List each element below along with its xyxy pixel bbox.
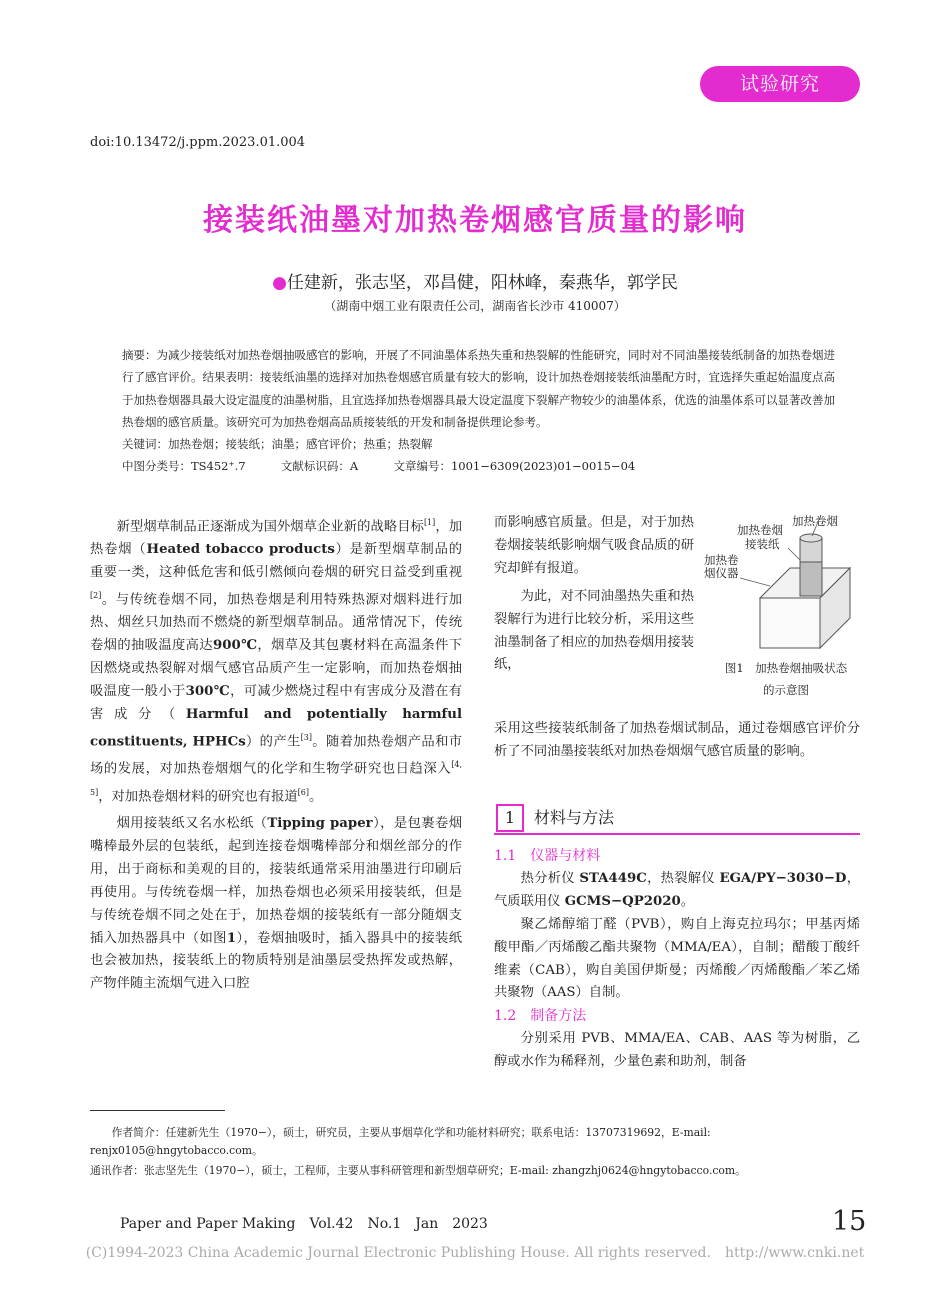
abstract-text: 摘要：为减少接装纸对加热卷烟抽吸感官的影响，开展了不同油墨体系热失重和热裂解的性能研究，同时对不同油墨接装纸制备的加热卷烟进行了感官评价。结果表明：接装纸油墨的选择对加热卷烟感官质量有较大的影响，设计加热卷烟接装纸油墨配方时，宜选择失重起始温度点高于加热卷烟器具最大设定温度的油墨树脂，且宜选择加热卷烟器具最大设定温度下裂解产物较少的油墨体系，优选的油墨体系可以显著改善加热卷烟的感官质量。该研究可为加热卷烟高品质接装纸的开发和制备提供理论参考。 <box>122 348 835 429</box>
label-tipping-paper-line2: 接装纸 <box>745 537 780 551</box>
copyright-watermark: (C)1994-2023 China Academic Journal Electronic Publishing House. All rights reserved. http://www.cnki.net <box>85 1245 865 1261</box>
section-heading-1 <box>494 803 860 835</box>
citation-1[interactable]: [1] <box>423 518 436 527</box>
authors <box>0 268 950 293</box>
document-code: 文献标识码：A <box>280 459 359 474</box>
journal-info: Paper and Paper Making Vol.42 No.1 Jan 2023 <box>120 1216 488 1232</box>
citation-4-5[interactable]: [4, 5] <box>90 760 462 797</box>
abstract-block <box>122 344 840 478</box>
section-number: 1 <box>496 804 524 832</box>
paper-title: 接装纸油墨对加热卷烟感官质量的影响 <box>203 203 747 238</box>
citation-2[interactable]: [2] <box>90 591 102 601</box>
clc-number: 中图分类号：TS452⁺.7 <box>122 459 246 474</box>
section-badge: 试验研究 <box>700 66 860 102</box>
page-number: 15 <box>832 1206 867 1237</box>
preparation-paragraph: 分别采用 PVB、MMA/EA、CAB、AAS 等为树脂，乙醇或水作为稀释剂，少量色素和助剂，制备 <box>494 1031 860 1070</box>
intro-paragraph-4b: 采用这些接装纸制备了加热卷烟试制品，通过卷烟感官评价分析了不同油墨接装纸对加热卷烟烟气感官质量的影响。 <box>494 721 860 759</box>
methods-block <box>494 845 860 1074</box>
figure-reference[interactable]: 1 <box>226 930 237 946</box>
label-heated-cigarette: 加热卷烟 <box>792 514 838 528</box>
classification-line <box>122 455 840 477</box>
subsection-1-2: 1.2 制备方法 <box>494 1008 587 1025</box>
intro-paragraph-2: 烟用接装纸又名水松纸（Tipping paper），是包裹卷烟嘴棒最外层的包装纸，起到连接卷烟嘴棒部分和烟丝部分的作用，出于商标和美观的目的，接装纸通常采用油墨进行印刷后再使用。与传统卷烟一样，加热卷烟也必须采用接装纸，但是与传统卷烟不同之处在于，加热卷烟的接装纸有一部分随烟支插入加热器具中（如图1），卷烟抽吸时，插入器具中的接装纸也会被加热，接装纸上的物质特别是油墨层受热挥发或热解，产物伴随主流烟气进入口腔 <box>90 815 462 992</box>
section-title: 材料与方法 <box>534 808 615 827</box>
footnote-divider <box>90 1110 225 1111</box>
left-column <box>90 512 462 996</box>
corresponding-author-footnote: 通讯作者：张志坚先生（1970−），硕士，工程师，主要从事科研管理和新型烟草研究；E-mail: zhangzhj0624@hngytobacco.com。 <box>90 1164 746 1177</box>
citation-3[interactable]: [3] <box>300 733 312 742</box>
figure-1-caption: 图1 加热卷烟抽吸状态 的示意图 <box>724 661 848 697</box>
heated-tobacco-diagram <box>700 508 870 658</box>
citation-6[interactable]: [6] <box>297 787 310 797</box>
right-column-body <box>494 718 860 764</box>
author-footnote: 作者简介：任建新先生（1970−），硕士，研究员，主要从事烟草化学和功能材料研究；联系电话：13707319692，E-mail: renjx0105@hngytobacco.com。 <box>90 1126 711 1157</box>
affiliation: （湖南中烟工业有限责任公司，湖南省长沙市 410007） <box>324 299 626 313</box>
doi[interactable]: doi:10.13472/j.ppm.2023.01.004 <box>90 135 306 150</box>
keywords: 关键词：加热卷烟；接装纸；油墨；感官评价；热重；热裂解 <box>122 437 433 452</box>
label-device-line2: 烟仪器 <box>704 566 739 580</box>
instruments-paragraph: 热分析仪 STA449C，热裂解仪 EGA/PY−3030−D，气质联用仪 GCMS−QP2020。 <box>494 870 860 909</box>
intro-paragraph-3: 而影响感官质量。但是，对于加热卷烟接装纸影响烟气吸食品质的研究却鲜有报道。 <box>494 515 694 576</box>
article-number: 文章编号：1001−6309(2023)01−0015−04 <box>393 459 636 474</box>
right-column-top <box>494 512 694 677</box>
intro-paragraph-4a: 为此，对不同油墨热失重和热裂解行为进行比较分析，采用这些油墨制备了相应的加热卷烟用接装纸， <box>494 588 694 673</box>
label-device-line1: 加热卷 <box>704 553 739 567</box>
label-tipping-paper-line1: 加热卷烟 <box>737 523 783 537</box>
materials-paragraph: 聚乙烯醇缩丁醛（PVB），购自上海克拉玛尔；甲基丙烯酸甲酯／丙烯酸乙酯共聚物（MMA/EA），自制；醋酸丁酸纤维素（CAB），购自美国伊斯曼；丙烯酸／丙烯酸酯／苯乙烯共聚物（AAS）自制。 <box>494 916 860 1001</box>
subsection-1-1: 1.1 仪器与材料 <box>494 848 601 864</box>
intro-paragraph-1: 新型烟草制品正逐渐成为国外烟草企业新的战略目标[1]，加热卷烟（Heated tobacco products）是新型烟草制品的重要一类，这种低危害和低引燃倾向卷烟的研究日益受到重视[2]。与传统卷烟不同，加热卷烟是利用特殊热源对烟料进行加热、烟丝只加热而不燃烧的新型烟草制品。通常情况下，传统卷烟的抽吸温度高达900℃，烟草及其包裹材料在高温条件下因燃烧或热裂解对烟气感官品质产生一定影响，而加热卷烟抽吸温度一般小于300℃，可减少燃烧过程中有害成分及潜在有害成分（Harmful and potentially harmful constituents, HPHCs）的产生[3]。随着加热卷烟产品和市场的发展，对加热卷烟烟气的化学和生物学研究也日趋深入[4, 5]，对加热卷烟材料的研究也有报道[6]。 <box>90 518 463 805</box>
author-list: 任建新，张志坚，邓昌健，阳林峰，秦燕华，郭学民 <box>286 273 678 293</box>
author-bullet: ● <box>272 273 287 293</box>
